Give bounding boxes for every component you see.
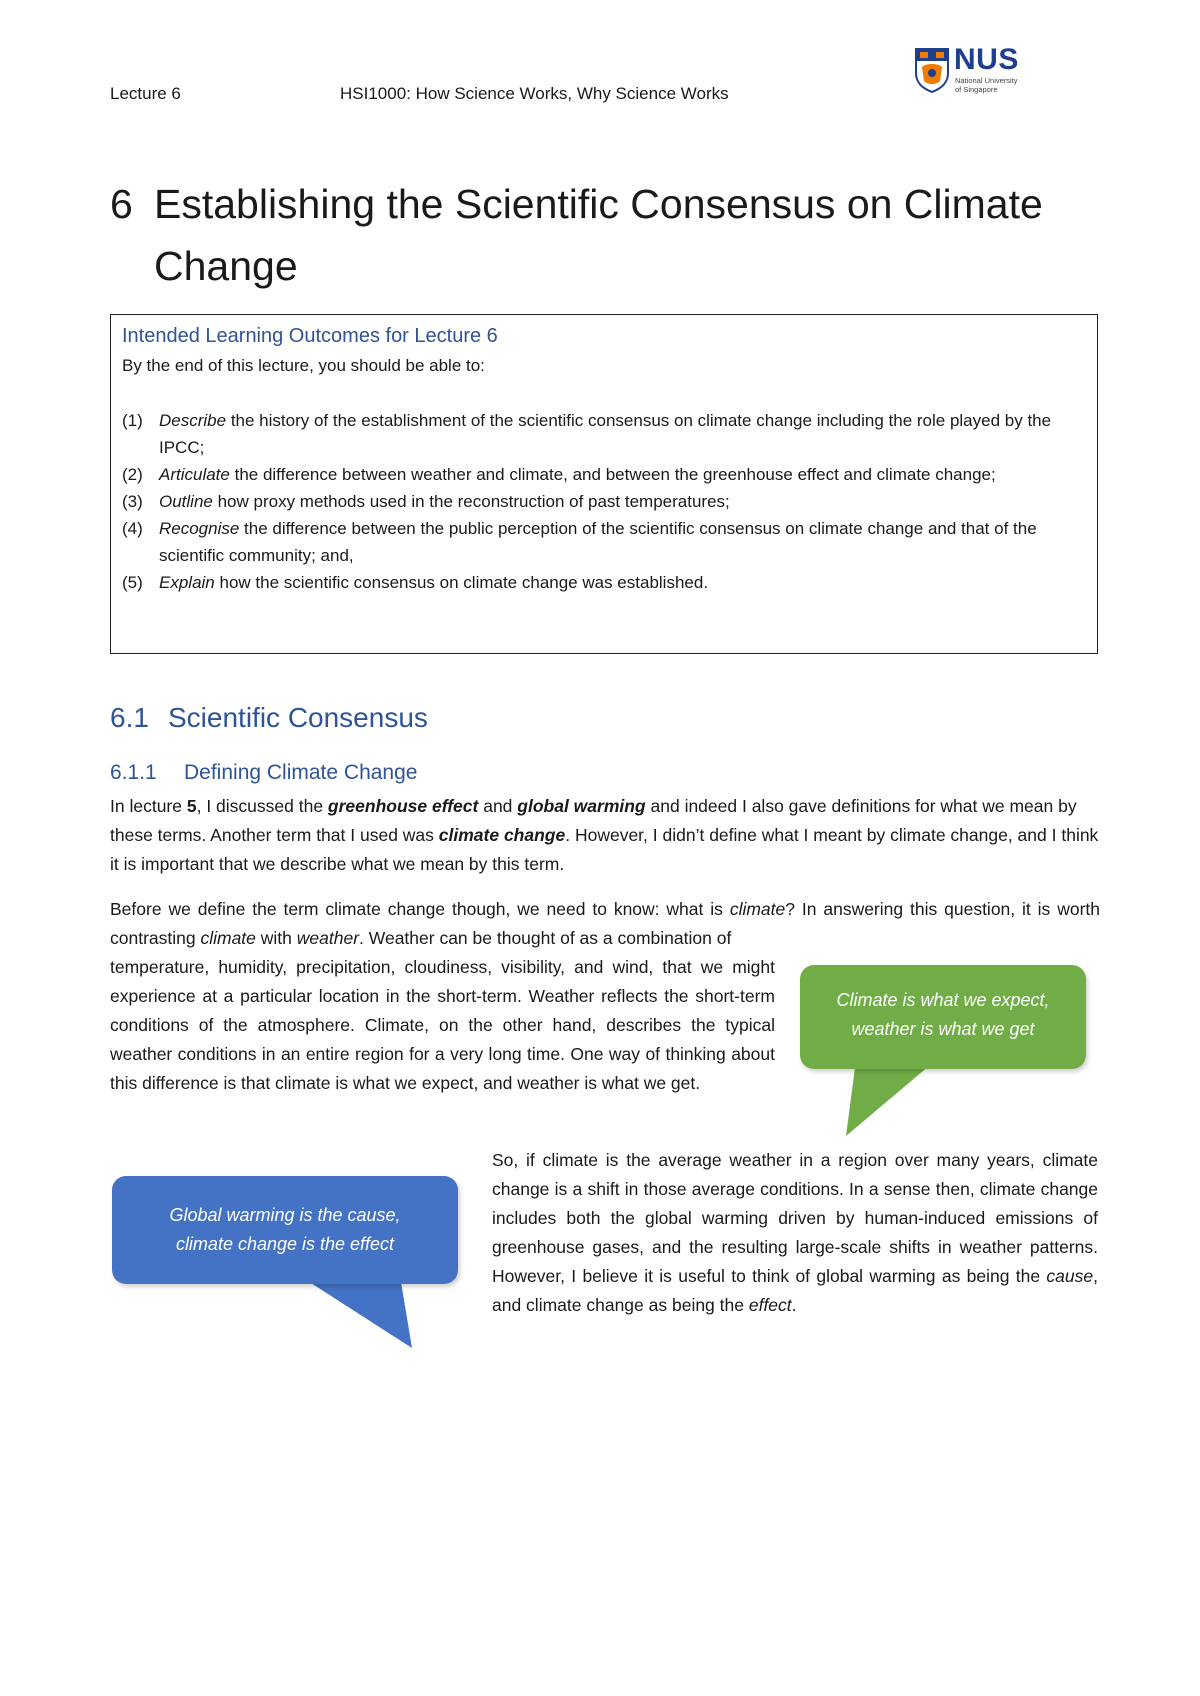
term-global-warming: global warming [517,796,646,816]
green-bubble-line-1: Climate is what we expect, [836,990,1050,1010]
text-run-italic: cause [1046,1266,1094,1286]
list-item-text: the difference between weather and climate, and between the greenhouse effect and climate change; [229,465,996,484]
section-title: Scientific Consensus [168,702,428,733]
list-item-number: (3) [122,492,143,511]
green-bubble-line-2: weather is what we get [851,1019,1035,1039]
green-bubble-tail [836,1060,956,1140]
list-item-number: (5) [122,573,143,592]
text-run: , and climate change as being the [492,1266,1098,1315]
learning-outcomes-intro: By the end of this lecture, you should be able to: [122,356,485,375]
list-item [122,461,1082,488]
list-item [122,569,1082,596]
text-run: and [478,796,518,816]
text-run-italic: weather [296,928,360,948]
list-item-number: (1) [122,411,143,430]
list-item-verb: Describe [159,411,227,430]
paragraph-1 [110,792,1100,879]
list-item-verb: Outline [159,492,213,511]
blue-bubble-tail [300,1276,420,1356]
text-run: with [255,928,297,948]
learning-outcomes-title: Intended Learning Outcomes for Lecture 6 [122,325,498,347]
learning-outcomes-box [110,314,1098,654]
paragraph-2-lead [110,895,1100,953]
header-course-title: HSI1000: How Science Works, Why Science Works [340,84,729,103]
list-item-verb: Recognise [159,519,240,538]
section-heading [110,702,428,734]
text-run: So, if climate is the average weather in a region over many years, climate change is a shift in those average conditions. In a sense then, climate change includes both the global warming driven by human-induced emissions of greenhouse gases, and the resulting large-scale shifts in weather patterns. However, I believe it is useful to think of global warming as being the [492,1150,1098,1286]
list-item-text: how the scientific consensus on climate change was established. [214,573,709,592]
list-item [122,488,1082,515]
text-run: . [791,1295,797,1315]
blue-bubble-line-1: Global warming is the cause, [169,1205,401,1225]
subsection-heading [110,761,417,785]
list-item-text: the history of the establishment of the scientific consensus on climate change including the role played by the IPCC; [159,411,1052,457]
green-speech-bubble [800,965,1086,1069]
text-run-italic: climate [200,928,256,948]
text-run: . However, I didn’t define what I meant by climate change, and I think it is important that we describe what we mean by this term. [110,825,1099,874]
paragraph-3 [492,1146,1098,1320]
text-run-italic: effect [748,1295,792,1315]
title-text: Establishing the Scientific Consensus on Climate Change [154,181,1043,289]
list-item-text: how proxy methods used in the reconstruction of past temperatures; [212,492,730,511]
title-number: 6 [110,181,133,227]
nus-crest-icon [914,47,950,93]
nus-logo [914,43,1024,97]
blue-bubble-line-2: climate change is the effect [175,1234,395,1254]
list-item-text: the difference between the public perception of the scientific consensus on climate change and that of the scientific community; and, [159,519,1037,565]
text-run: Before we define the term climate change though, we need to know: what is [110,899,730,919]
list-item-number: (2) [122,465,143,484]
text-run: ? In answering this question, it is worth contrasting [110,899,1100,948]
blue-speech-bubble [112,1176,458,1284]
text-run: In lecture [110,796,187,816]
paragraph-2-body: temperature, humidity, precipitation, cloudiness, visibility, and wind, that we might experience at a particular location in the short-term. Weather reflects the short-term conditions of the atmosphere. Climate, on the other hand, describes the typical weather conditions in an entire region for a very long time. One way of thinking about this difference is that climate is what we expect, and weather is what we get. [110,957,775,1093]
text-run: and indeed I also gave definitions for what we mean by these terms. Another term that I used was [110,796,1077,845]
list-item [122,407,1082,461]
text-run: , I discussed the [196,796,328,816]
text-run-italic: climate [729,899,786,919]
subsection-number: 6.1.1 [110,761,157,784]
text-run: . Weather can be thought of as a combination of [359,928,732,948]
list-item [122,515,1082,569]
list-item-verb: Explain [159,573,215,592]
list-item-verb: Articulate [159,465,230,484]
list-item-number: (4) [122,519,143,538]
nus-logo-text: NUS [954,43,1019,76]
header-lecture: Lecture 6 [110,84,181,103]
term-greenhouse-effect: greenhouse effect [327,796,479,816]
text-run-bold: 5 [186,796,197,816]
term-climate-change: climate change [438,825,566,845]
nus-logo-subtext: National University of Singapore [955,76,1018,94]
section-number: 6.1 [110,702,149,733]
subsection-title: Defining Climate Change [184,761,418,784]
learning-outcomes-list [122,407,1082,596]
